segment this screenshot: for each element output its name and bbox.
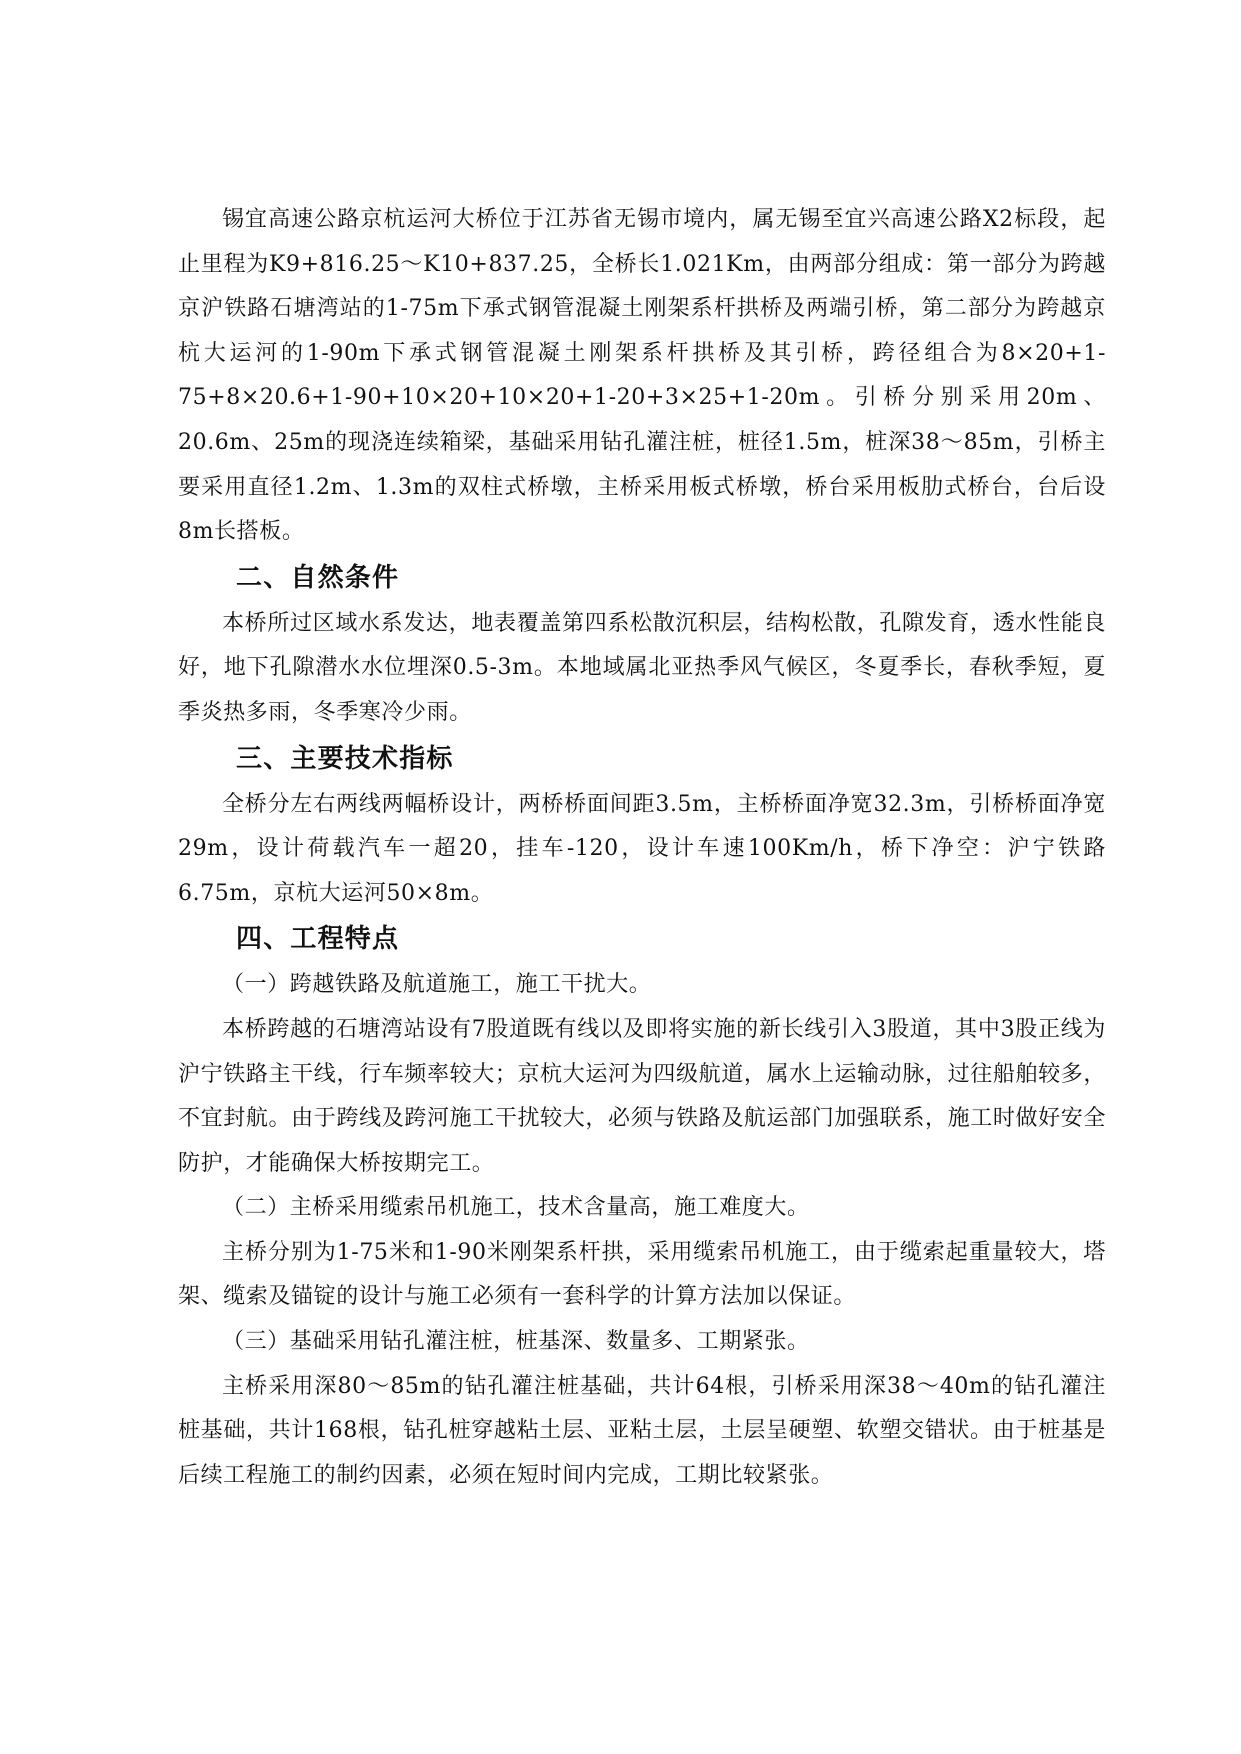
technical-indicators-paragraph: 全桥分左右两线两幅桥设计，两桥桥面间距3.5m，主桥桥面净宽32.3m，引桥桥面净宽29m，设计荷载汽车一超20，挂车-120，设计车速100Km/h，桥下净空：沪宁铁路6.75m，京杭大运河50×8m。 <box>178 791 1106 906</box>
feature-subheading-2: （二）主桥采用缆索吊机施工，技术含量高，施工难度大。 <box>222 1195 810 1221</box>
feature-subheading-3: （三）基础采用钻孔灌注桩，桩基深、数量多、工期紧张。 <box>222 1329 810 1355</box>
project-overview-paragraph: 锡宜高速公路京杭运河大桥位于江苏省无锡市境内，属无锡至宜兴高速公路X2标段，起止里程为K9+816.25～K10+837.25，全桥长1.021Km，由两部分组成：第一部分为跨越京沪铁路石塘湾站的1-75m下承式钢管混凝土刚架系杆拱桥及两端引桥，第二部分为跨越京杭大运河的1-90m下承式钢管混凝土刚架系杆拱桥及其引桥，跨径组合为8×20+1-75+8×20.6+1-90+10×20+10×20+1-20+3×25+1-20m。引桥分别采用20m、20.6m、25m的现浇连续箱梁，基础采用钻孔灌注桩，桩径1.5m，桩深38～85m，引桥主要采用直径1.2m、1.3m的双柱式桥墩，主桥采用板式桥墩，桥台采用板肋式桥台，台后设8m长搭板。 <box>178 207 1106 545</box>
section-heading-project-features: 四、工程特点 <box>236 924 400 955</box>
document-body <box>178 198 1106 1498</box>
section-heading-natural-conditions: 二、自然条件 <box>236 562 400 593</box>
natural-conditions-paragraph: 本桥所过区域水系发达，地表覆盖第四系松散沉积层，结构松散，孔隙发育，透水性能良好，地下孔隙潜水水位埋深0.5-3m。本地域属北亚热季风气候区，冬夏季长，春秋季短，夏季炎热多雨，冬季寒冷少雨。 <box>178 610 1106 725</box>
feature-paragraph-3: 主桥采用深80～85m的钻孔灌注桩基础，共计64根，引桥采用深38～40m的钻孔灌注桩基础，共计168根，钻孔桩穿越粘土层、亚粘土层，土层呈硬塑、软塑交错状。由于桩基是后续工程施工的制约因素，必须在短时间内完成，工期比较紧张。 <box>178 1373 1106 1488</box>
section-heading-technical-indicators: 三、主要技术指标 <box>236 743 454 774</box>
feature-paragraph-2: 主桥分别为1-75米和1-90米刚架系杆拱，采用缆索吊机施工，由于缆索起重量较大，塔架、缆索及锚锭的设计与施工必须有一套科学的计算方法加以保证。 <box>178 1239 1106 1310</box>
feature-paragraph-1: 本桥跨越的石塘湾站设有7股道既有线以及即将实施的新长线引入3股道，其中3股正线为沪宁铁路主干线，行车频率较大；京杭大运河为四级航道，属水上运输动脉，过往船舶较多，不宜封航。由于跨线及跨河施工干扰较大，必须与铁路及航运部门加强联系，施工时做好安全防护，才能确保大桥按期完工。 <box>178 1016 1106 1176</box>
feature-subheading-1: （一）跨越铁路及航道施工，施工干扰大。 <box>222 972 652 998</box>
